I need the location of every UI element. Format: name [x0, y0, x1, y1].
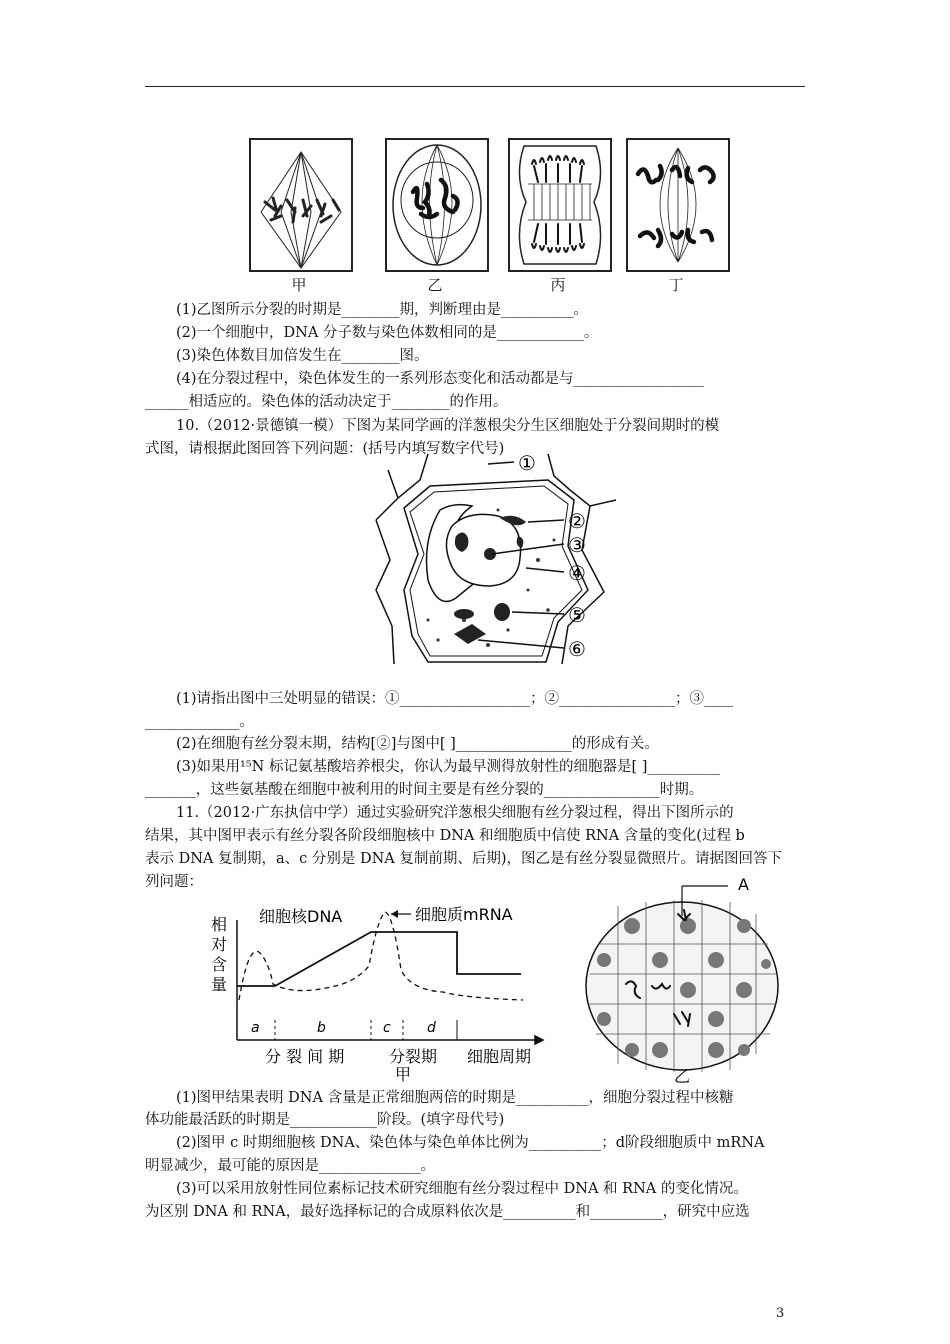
q10-stem-2: 式图，请根据此图回答下列问题：(括号内填写数字代号): [145, 441, 505, 457]
q9-item-1: (1)乙图所示分裂的时期是________期，判断理由是__________。: [176, 302, 589, 318]
mitosis-panel-yi: [385, 138, 489, 272]
cell-label-2: ②: [568, 509, 586, 533]
phase-b: b: [317, 1020, 326, 1036]
q11-item-1: (1)图甲结果表明 DNA 含量是正常细胞两倍的时期是__________，细胞分裂过程中核糖: [176, 1090, 734, 1106]
q11-item-2: (2)图甲 c 时期细胞核 DNA、染色体与染色单体比例为__________；d阶段细胞质中 mRNA: [176, 1135, 765, 1151]
chart-ylabel-2: 对: [211, 935, 228, 954]
phase-d: d: [427, 1020, 436, 1036]
panel-label-bing: 丙: [550, 276, 566, 294]
q11-item-3-cont: 为区别 DNA 和 RNA，最好选择标记的合成原料依次是__________和__________，研究中应选: [145, 1204, 750, 1220]
q11-item-2-cont: 明显减少，最可能的原因是______________。: [145, 1158, 435, 1174]
chart-ylabel-4: 量: [211, 975, 228, 994]
q10-item-3-cont: _______，这些氨基酸在细胞中被利用的时间主要是有丝分裂的________________时期。: [145, 782, 704, 798]
chart-caption-jia: 甲: [395, 1065, 412, 1084]
q10-item-2: (2)在细胞有丝分裂末期，结构[②]与图中[ ]________________的形成有关。: [176, 736, 659, 752]
mitosis-panel-ding: [626, 138, 730, 272]
q11-item-1-cont: 体功能最活跃的时期是____________阶段。(填字母代号): [145, 1112, 505, 1128]
q11-stem-4: 列问题：: [145, 874, 203, 890]
page-number: 3: [776, 1306, 785, 1321]
q10-item-3: (3)如果用¹⁵N 标记氨基酸培养根尖，你认为最早测得放射性的细胞器是[ ]__________: [176, 759, 720, 775]
panel-label-jia: 甲: [291, 276, 307, 294]
cell-label-3: ③: [568, 533, 586, 557]
q9-item-3: (3)染色体数目加倍发生在________图。: [176, 348, 429, 364]
header-rule: [145, 86, 805, 87]
phase-a: a: [251, 1020, 260, 1036]
q11-item-3: (3)可以采用放射性同位素标记技术研究细胞有丝分裂过程中 DNA 和 RNA 的变化情况。: [176, 1181, 748, 1197]
cell-label-4: ④: [568, 561, 586, 585]
q9-item-4-cont: ______相适应的。染色体的活动决定于________的作用。: [145, 394, 508, 410]
q11-stem-2: 结果，其中图甲表示有丝分裂各阶段细胞核中 DNA 和细胞质中信使 RNA 含量的变化(过程 b: [145, 828, 745, 844]
cell-label-6: ⑥: [568, 637, 586, 661]
chart-ylabel-1: 相: [211, 915, 228, 934]
q11-stem-1: 11.（2012·广东执信中学）通过实验研究洋葱根尖细胞有丝分裂过程，得出下图所示的: [176, 805, 734, 821]
x-group-interphase: 分 裂 间 期: [265, 1047, 345, 1066]
onion-cell-diagram: [368, 450, 638, 676]
q10-stem-1: 10.（2012·景德镇一模）下图为某同学画的洋葱根尖分生区细胞处于分裂间期时的模: [176, 418, 720, 434]
mitosis-panel-jia: [249, 138, 353, 272]
chart-jia: [205, 900, 555, 1085]
micrograph-marker-a: A: [738, 875, 749, 894]
q9-item-2: (2)一个细胞中，DNA 分子数与染色体数相同的是____________。: [176, 325, 599, 341]
micrograph-yi: [578, 874, 788, 1086]
chart-dna-label: 细胞核DNA: [259, 907, 343, 926]
phase-c: c: [383, 1020, 391, 1036]
panel-label-ding: 丁: [668, 276, 684, 294]
micrograph-caption-yi: 乙: [674, 1067, 691, 1086]
mitosis-panel-bing: [508, 138, 612, 272]
q11-stem-3: 表示 DNA 复制期，a、c 分别是 DNA 复制前期、后期)，图乙是有丝分裂显微照片。请据图回答下: [145, 851, 783, 867]
q10-item-1: (1)请指出图中三处明显的错误：①__________________；②________________；③____: [176, 691, 734, 707]
chart-ylabel-3: 含: [211, 955, 228, 974]
x-group-cycle: 细胞周期: [467, 1047, 532, 1066]
cell-label-5: ⑤: [568, 603, 586, 627]
panel-label-yi: 乙: [427, 276, 443, 294]
x-group-mitosis: 分裂期: [389, 1047, 438, 1066]
q10-item-1-cont: _____________。: [145, 714, 254, 730]
cell-label-1: ①: [518, 451, 536, 475]
chart-mrna-label: 细胞质mRNA: [415, 905, 513, 924]
q9-item-4: (4)在分裂过程中，染色体发生的一系列形态变化和活动都是与__________________: [176, 371, 705, 387]
